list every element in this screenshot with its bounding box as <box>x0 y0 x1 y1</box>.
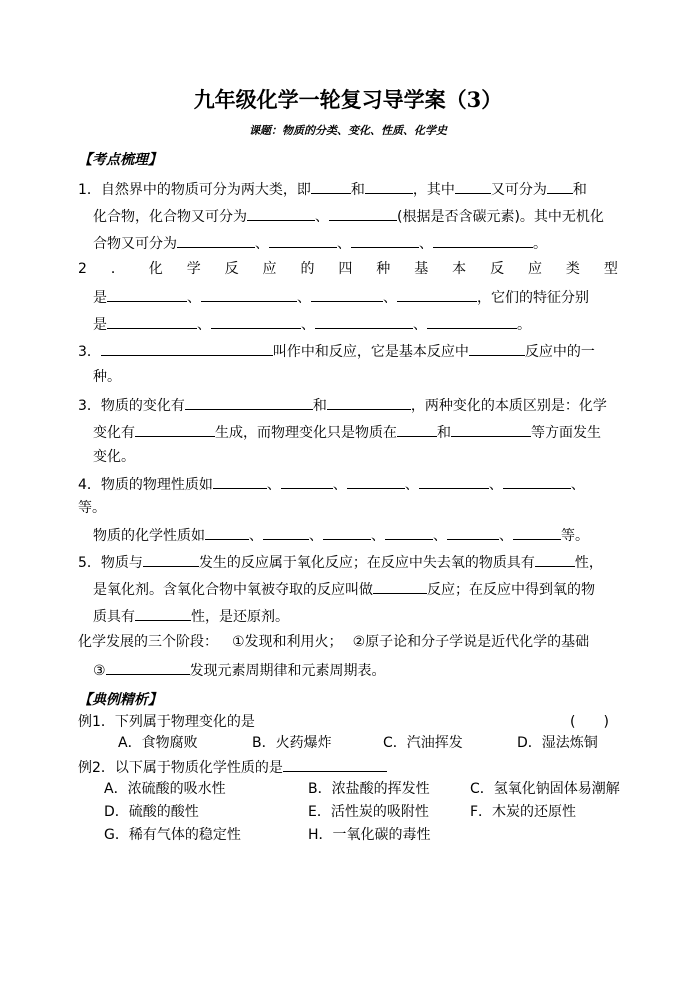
blank <box>327 394 411 410</box>
blank <box>281 473 333 489</box>
example2-option-f: F．木炭的还原性 <box>470 804 577 820</box>
q1-line3: 合物又可分为 、 、 、 。 <box>93 232 547 254</box>
blank <box>106 659 190 675</box>
q5-line3: 质具有 性，是还原剂。 <box>93 605 289 627</box>
example2-option-d: D．硫酸的酸性 <box>104 804 199 820</box>
q5-line2: 是氧化剂。含氧化合物中氧被夺取的反应叫做 反应；在反应中得到氧的物 <box>93 578 595 600</box>
q3a-line2: 种。 <box>93 369 121 385</box>
q2-line3: 是 、 、 、 。 <box>93 313 531 335</box>
blank <box>451 421 531 437</box>
blank <box>347 473 405 489</box>
blank <box>283 756 387 772</box>
blank <box>535 551 575 567</box>
q4-line1: 4．物质的物理性质如 、 、 、 、 、 <box>78 473 585 495</box>
blank <box>211 313 301 329</box>
example1-option-d: D．湿法炼铜 <box>517 735 598 751</box>
blank <box>107 286 187 302</box>
blank <box>455 178 491 194</box>
history-line2: ③ 发现元素周期律和元素周期表。 <box>93 659 386 681</box>
blank <box>503 473 571 489</box>
blank <box>419 473 489 489</box>
blank <box>185 394 313 410</box>
blank <box>311 286 383 302</box>
q2-line1: 2 ． 化 学 反 应 的 四 种 基 本 反 应 类 型 <box>78 261 618 277</box>
q3b-line2: 变化有 生成，而物理变化只是物质在 和 等方面发生 <box>93 421 601 443</box>
example2-option-a: A．浓硫酸的吸水性 <box>104 781 226 797</box>
example2-option-h: H．一氧化碳的毒性 <box>308 827 431 843</box>
q1-line1: 1．自然界中的物质可分为两大类，即 和 ，其中 又可分为 和 <box>78 178 587 200</box>
blank <box>177 232 255 248</box>
q3a-line1: 3． 叫作中和反应，它是基本反应中 反应中的一 <box>78 340 595 362</box>
blank <box>547 178 573 194</box>
q3b-line3: 变化。 <box>93 449 135 465</box>
blank <box>263 524 309 540</box>
blank <box>469 340 525 356</box>
example2-option-g: G．稀有气体的稳定性 <box>104 827 241 843</box>
example2-option-c: C．氢氧化钠固体易潮解 <box>470 781 620 797</box>
blank <box>513 524 561 540</box>
blank <box>311 178 351 194</box>
example1-option-a: A．食物腐败 <box>118 735 198 751</box>
history-line1: 化学发展的三个阶段： ①发现和利用火； ②原子论和分子学说是近代化学的基础 <box>78 634 590 650</box>
blank <box>135 421 215 437</box>
blank <box>101 340 273 356</box>
section-heading-key-points: 【考点梳理】 <box>78 152 162 168</box>
blank <box>397 421 437 437</box>
blank <box>323 524 371 540</box>
example1-option-c: C．汽油挥发 <box>383 735 463 751</box>
q4-line3: 物质的化学性质如 、 、 、 、 、 等。 <box>93 524 589 546</box>
blank <box>351 232 419 248</box>
example1-option-b: B．火药爆炸 <box>252 735 332 751</box>
q3b-line1: 3．物质的变化有 和 ，两种变化的本质区别是：化学 <box>78 394 607 416</box>
blank <box>447 524 499 540</box>
blank <box>213 473 267 489</box>
blank <box>247 205 315 221</box>
lesson-subtitle: 课题：物质的分类、变化、性质、化学史 <box>249 124 447 137</box>
blank <box>205 524 249 540</box>
q2-line2: 是 、 、 、 ，它们的特征分别 <box>93 286 589 308</box>
blank <box>143 551 199 567</box>
example2-stem: 例2．以下属于物质化学性质的是 <box>78 756 387 778</box>
blank <box>365 178 413 194</box>
blank <box>373 578 427 594</box>
q5-line1: 5．物质与 发生的反应属于氧化反应；在反应中失去氧的物质具有 性， <box>78 551 603 573</box>
q1-line2: 化合物，化合物又可分为 、 (根据是否含碳元素)。其中无机化 <box>93 205 604 227</box>
blank <box>107 313 197 329</box>
example1-stem: 例1．下列属于物理变化的是 <box>78 714 255 730</box>
blank <box>385 524 433 540</box>
blank <box>329 205 397 221</box>
q4-line2: 等。 <box>78 500 106 516</box>
example2-option-e: E．活性炭的吸附性 <box>308 804 429 820</box>
blank <box>433 232 533 248</box>
blank <box>269 232 337 248</box>
blank <box>397 286 477 302</box>
blank <box>135 605 191 621</box>
blank <box>201 286 297 302</box>
section-heading-examples: 【典例精析】 <box>78 692 162 708</box>
example1-answer-paren: ( ) <box>570 714 609 730</box>
page-title: 九年级化学一轮复习导学案（3） <box>193 87 503 112</box>
blank <box>427 313 517 329</box>
example2-option-b: B．浓盐酸的挥发性 <box>308 781 430 797</box>
blank <box>315 313 413 329</box>
